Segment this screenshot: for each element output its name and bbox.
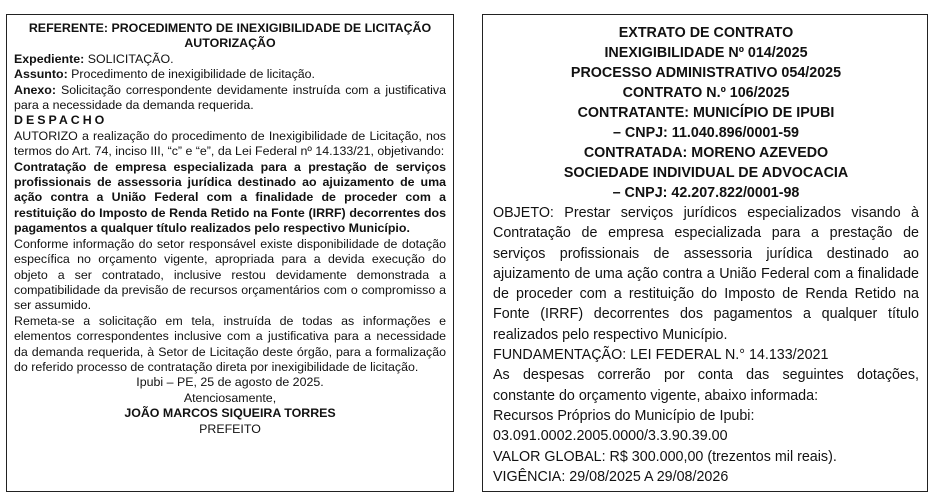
assunto-value: Procedimento de inexigibilidade de licitação. [71,67,315,82]
inexigibilidade-authorization-notice [6,14,454,492]
header-line-5: CONTRATANTE: MUNICÍPIO DE IPUBI [577,105,835,121]
recursos-line: Recursos Próprios do Município de Ipubi: [493,407,755,424]
expediente-label: Expediente: [14,51,85,66]
header-line-8: SOCIEDADE INDIVIDUAL DE ADVOCACIA [563,165,849,181]
assunto-line [14,67,446,82]
header-line-9: – CNPJ: 42.207.822/0001-98 [612,185,800,201]
contract-extract-notice [482,14,928,492]
header-line-6: – CNPJ: 11.040.896/0001-59 [613,125,799,141]
header-line-3: PROCESSO ADMINISTRATIVO 054/2025 [570,65,842,81]
notice-title: REFERENTE: PROCEDIMENTO DE INEXIGIBILIDADE DE LICITAÇÃO AUTORIZAÇÃO [28,21,432,51]
valor-global-line: VALOR GLOBAL: R$ 300.000,00 (trezentos mil reais). [493,448,837,465]
conforme-paragraph: Conforme informação do setor responsável existe disponibilidade de dotação específica no orçamento vigente, apropriada para a devida execução do objeto a ser contratado, inclusive restou devidamente demonstrada a compatibilidade da previsão de recursos orçamentários com o compromisso a ser assumido. [14,236,446,313]
closing: Atenciosamente, [183,390,277,405]
header-line-1: EXTRATO DE CONTRATO [618,25,794,41]
expediente-value: SOLICITAÇÃO. [87,51,174,66]
objeto-paragraph: Contratação de empresa especializada para a prestação de serviços profissionais de assessoria jurídica destinado ao ajuizamento de uma ação contra a União Federal com a finalidade de proceder com a restituição do Imposto de Renda Retido na Fonte (IRRF) decorrentes dos pagamentos a qualquer título realizados pelo respectivo Município. [14,159,446,236]
header-line-2: INEXIGIBILIDADE Nº 014/2025 [604,45,808,61]
expediente-line [14,52,446,67]
anexo-label: Anexo: [14,82,56,97]
despacho-heading: DESPACHO [14,113,108,128]
assunto-label: Assunto: [14,67,68,82]
anexo-value: Solicitação correspondente devidamente instruída com a justificativa para a necessidade da demanda requerida. [14,82,446,113]
header-line-7: CONTRATADA: MORENO AZEVEDO [583,145,829,161]
vigencia-line: VIGÊNCIA: 29/08/2025 A 29/08/2026 [493,468,729,485]
signatory-title: PREFEITO [199,421,261,436]
autorizo-paragraph: AUTORIZO a realização do procedimento de Inexigibilidade de Licitação, nos termos do Art. 74, inciso III, “c” e “e”, da Lei Federal nº 14.133/21, objetivando: [14,128,446,159]
dotacao-line: 03.091.0002.2005.0000/3.3.90.39.00 [493,428,728,445]
place-date: Ipubi – PE, 25 de agosto de 2025. [136,375,324,390]
despesas-paragraph: As despesas correrão por conta das seguintes dotações, constante do orçamento vigente, abaixo informada: [493,367,919,404]
header-line-4: CONTRATO N.º 106/2025 [622,85,790,101]
signatory-name: JOÃO MARCOS SIQUEIRA TORRES [124,406,336,421]
anexo-line [14,83,446,114]
fundamentacao-line: FUNDAMENTAÇÃO: LEI FEDERAL N.° 14.133/2021 [493,347,829,364]
objeto-paragraph: OBJETO: Prestar serviços jurídicos especializados visando à Contratação de empresa especializada para a prestação de serviços profissionais de assessoria jurídica destinado ao ajuizamento de uma ação contra a União Federal com a finalidade de proceder com a restituição do Imposto de Renda Retido na Fonte (IRRF) decorrentes dos pagamentos a qualquer título realizados pelo respectivo Município. [493,205,919,343]
remeta-paragraph: Remeta-se a solicitação em tela, instruída de todas as informações e elementos correspondentes inclusive com a justificativa para a necessidade da demanda requerida, à Setor de Licitação deste órgão, para a formalização do referido processo de contratação direta por inexigibilidade de licitação. [14,313,446,374]
